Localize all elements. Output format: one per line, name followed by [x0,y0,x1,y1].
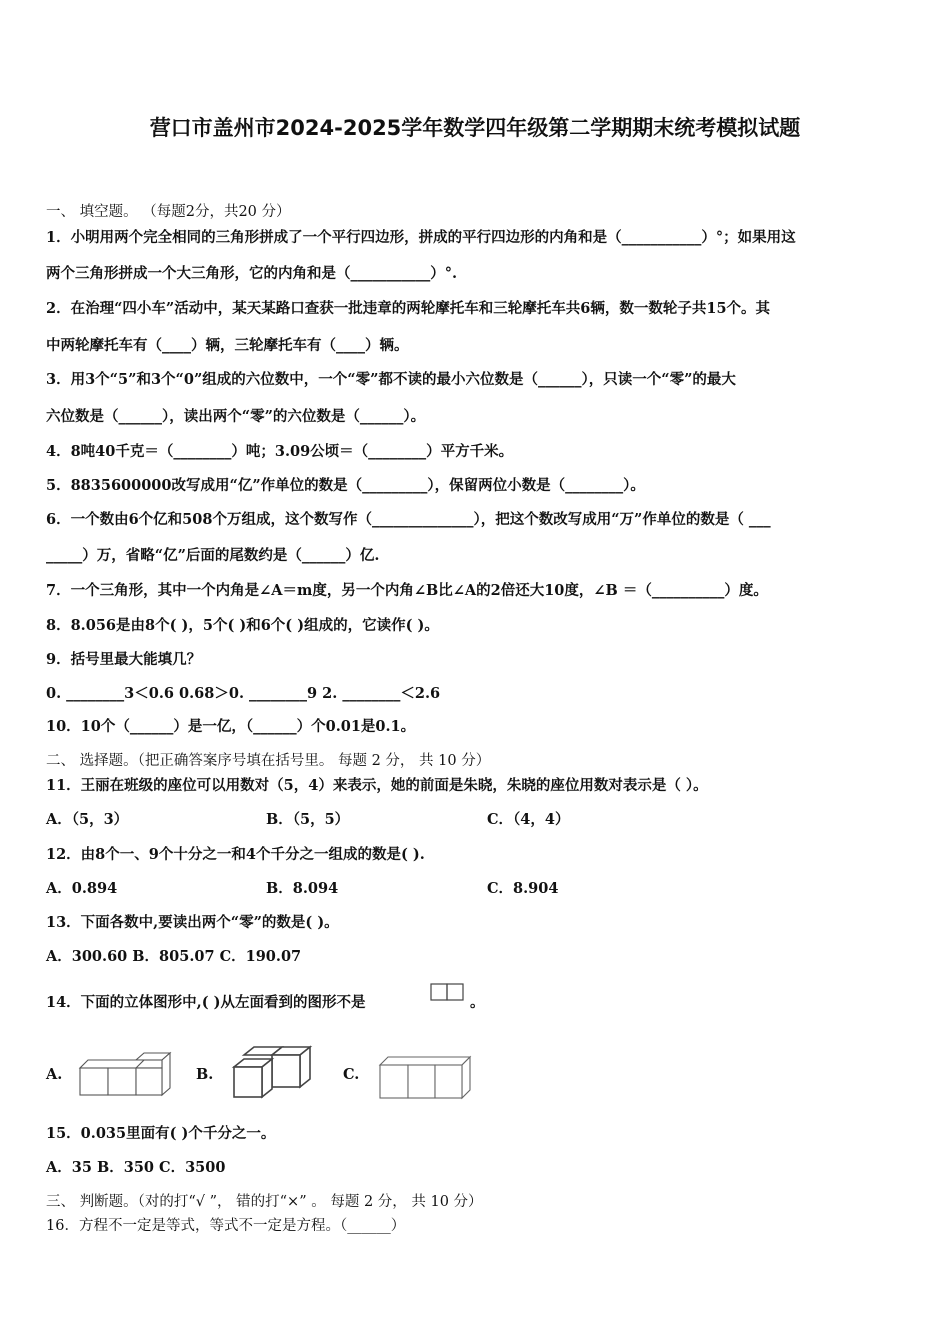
q14-option-a: A. [46,1066,63,1083]
q11-option-a: A．（5，3） [46,811,129,828]
question-5: 5．8835600000改写成用“亿”作单位的数是（_________），保留两位小数是（________）。 [46,477,645,494]
q12-option-c: C．8.904 [487,880,559,897]
q14-option-b: B. [196,1066,214,1083]
question-6-line2: _____）万，省略“亿”后面的尾数约是（______）亿. [46,547,380,564]
question-13: 13．下面各数中,要读出两个“零”的数是( )。 [46,914,339,931]
question-3-line2: 六位数是（______），读出两个“零”的六位数是（______）。 [46,408,426,425]
question-8: 8．8.056是由8个( )，5个( )和6个( )组成的，它读作( )。 [46,617,439,634]
section-judge: 三、 判断题。（对的打“√ ”， 错的打“×” 。 每题 2 分， 共 10 分） [46,1194,483,1210]
question-14: 14．下面的立体图形中,( )从左面看到的图形不是 [46,994,366,1011]
q14-option-c: C. [343,1066,360,1083]
question-16: 16．方程不一定是等式，等式不一定是方程。（______） [46,1218,406,1234]
question-15: 15．0.035里面有( )个千分之一。 [46,1125,276,1142]
q11-option-c: C．（4，4） [487,811,570,828]
q12-option-b: B．8.094 [266,880,339,897]
question-3-line1: 3．用3个“5”和3个“0”组成的六位数中，一个“零”都不读的最小六位数是（______），只读一个“零”的最大 [46,371,736,388]
section-choice: 二、 选择题。（把正确答案序号填在括号里。 每题 2 分， 共 10 分） [46,753,491,769]
q15-options: A．35 B．350 C．3500 [46,1159,226,1176]
cube-figure-c [376,1050,476,1102]
question-7: 7．一个三角形，其中一个内角是∠A＝m度，另一个内角∠B比∠A的2倍还大10度，∠B ＝（__________）度。 [46,582,768,599]
cube-figure-a [76,1050,176,1100]
q11-option-b: B．（5，5） [266,811,350,828]
question-6-line1: 6．一个数由6个亿和508个万组成，这个数写作（______________），把这个数改写成用“万”作单位的数是（ ___ [46,511,771,528]
question-14-end: 。 [470,994,485,1011]
two-square-view-icon [430,983,466,1003]
q13-options: A．300.60 B．805.07 C．190.07 [46,948,302,965]
cube-figure-b [228,1043,328,1103]
question-1-line2: 两个三角形拼成一个大三角形，它的内角和是（___________）°. [46,265,458,282]
question-11: 11．王丽在班级的座位可以用数对（5，4）来表示，她的前面是朱晓，朱晓的座位用数对表示是（ ）。 [46,777,708,794]
question-1-line1: 1．小明用两个完全相同的三角形拼成了一个平行四边形，拼成的平行四边形的内角和是（___________）°；如果用这 [46,229,796,246]
question-10: 10．10个（______）是一亿，（______）个0.01是0.1。 [46,718,416,735]
q12-option-a: A．0.894 [46,880,118,897]
page-title: 营口市盖州市2024-2025学年数学四年级第二学期期末统考模拟试题 [149,116,801,140]
question-4: 4．8吨40千克＝（________）吨；3.09公顷＝（________）平方千米。 [46,443,514,460]
question-9: 9．括号里最大能填几？ [46,651,202,668]
question-9-blanks: 0. ________3＜0.6 0.68＞0. ________9 2. ________＜2.6 [46,685,441,702]
section-fill-in: 一、 填空题。 （每题2分，共20 分） [46,204,291,220]
question-12: 12．由8个一、9个十分之一和4个千分之一组成的数是( ). [46,846,425,863]
question-2-line1: 2．在治理“四小车”活动中，某天某路口查获一批违章的两轮摩托车和三轮摩托车共6辆，数一数轮子共15个。其 [46,300,771,317]
question-2-line2: 中两轮摩托车有（____）辆，三轮摩托车有（____）辆。 [46,337,409,354]
